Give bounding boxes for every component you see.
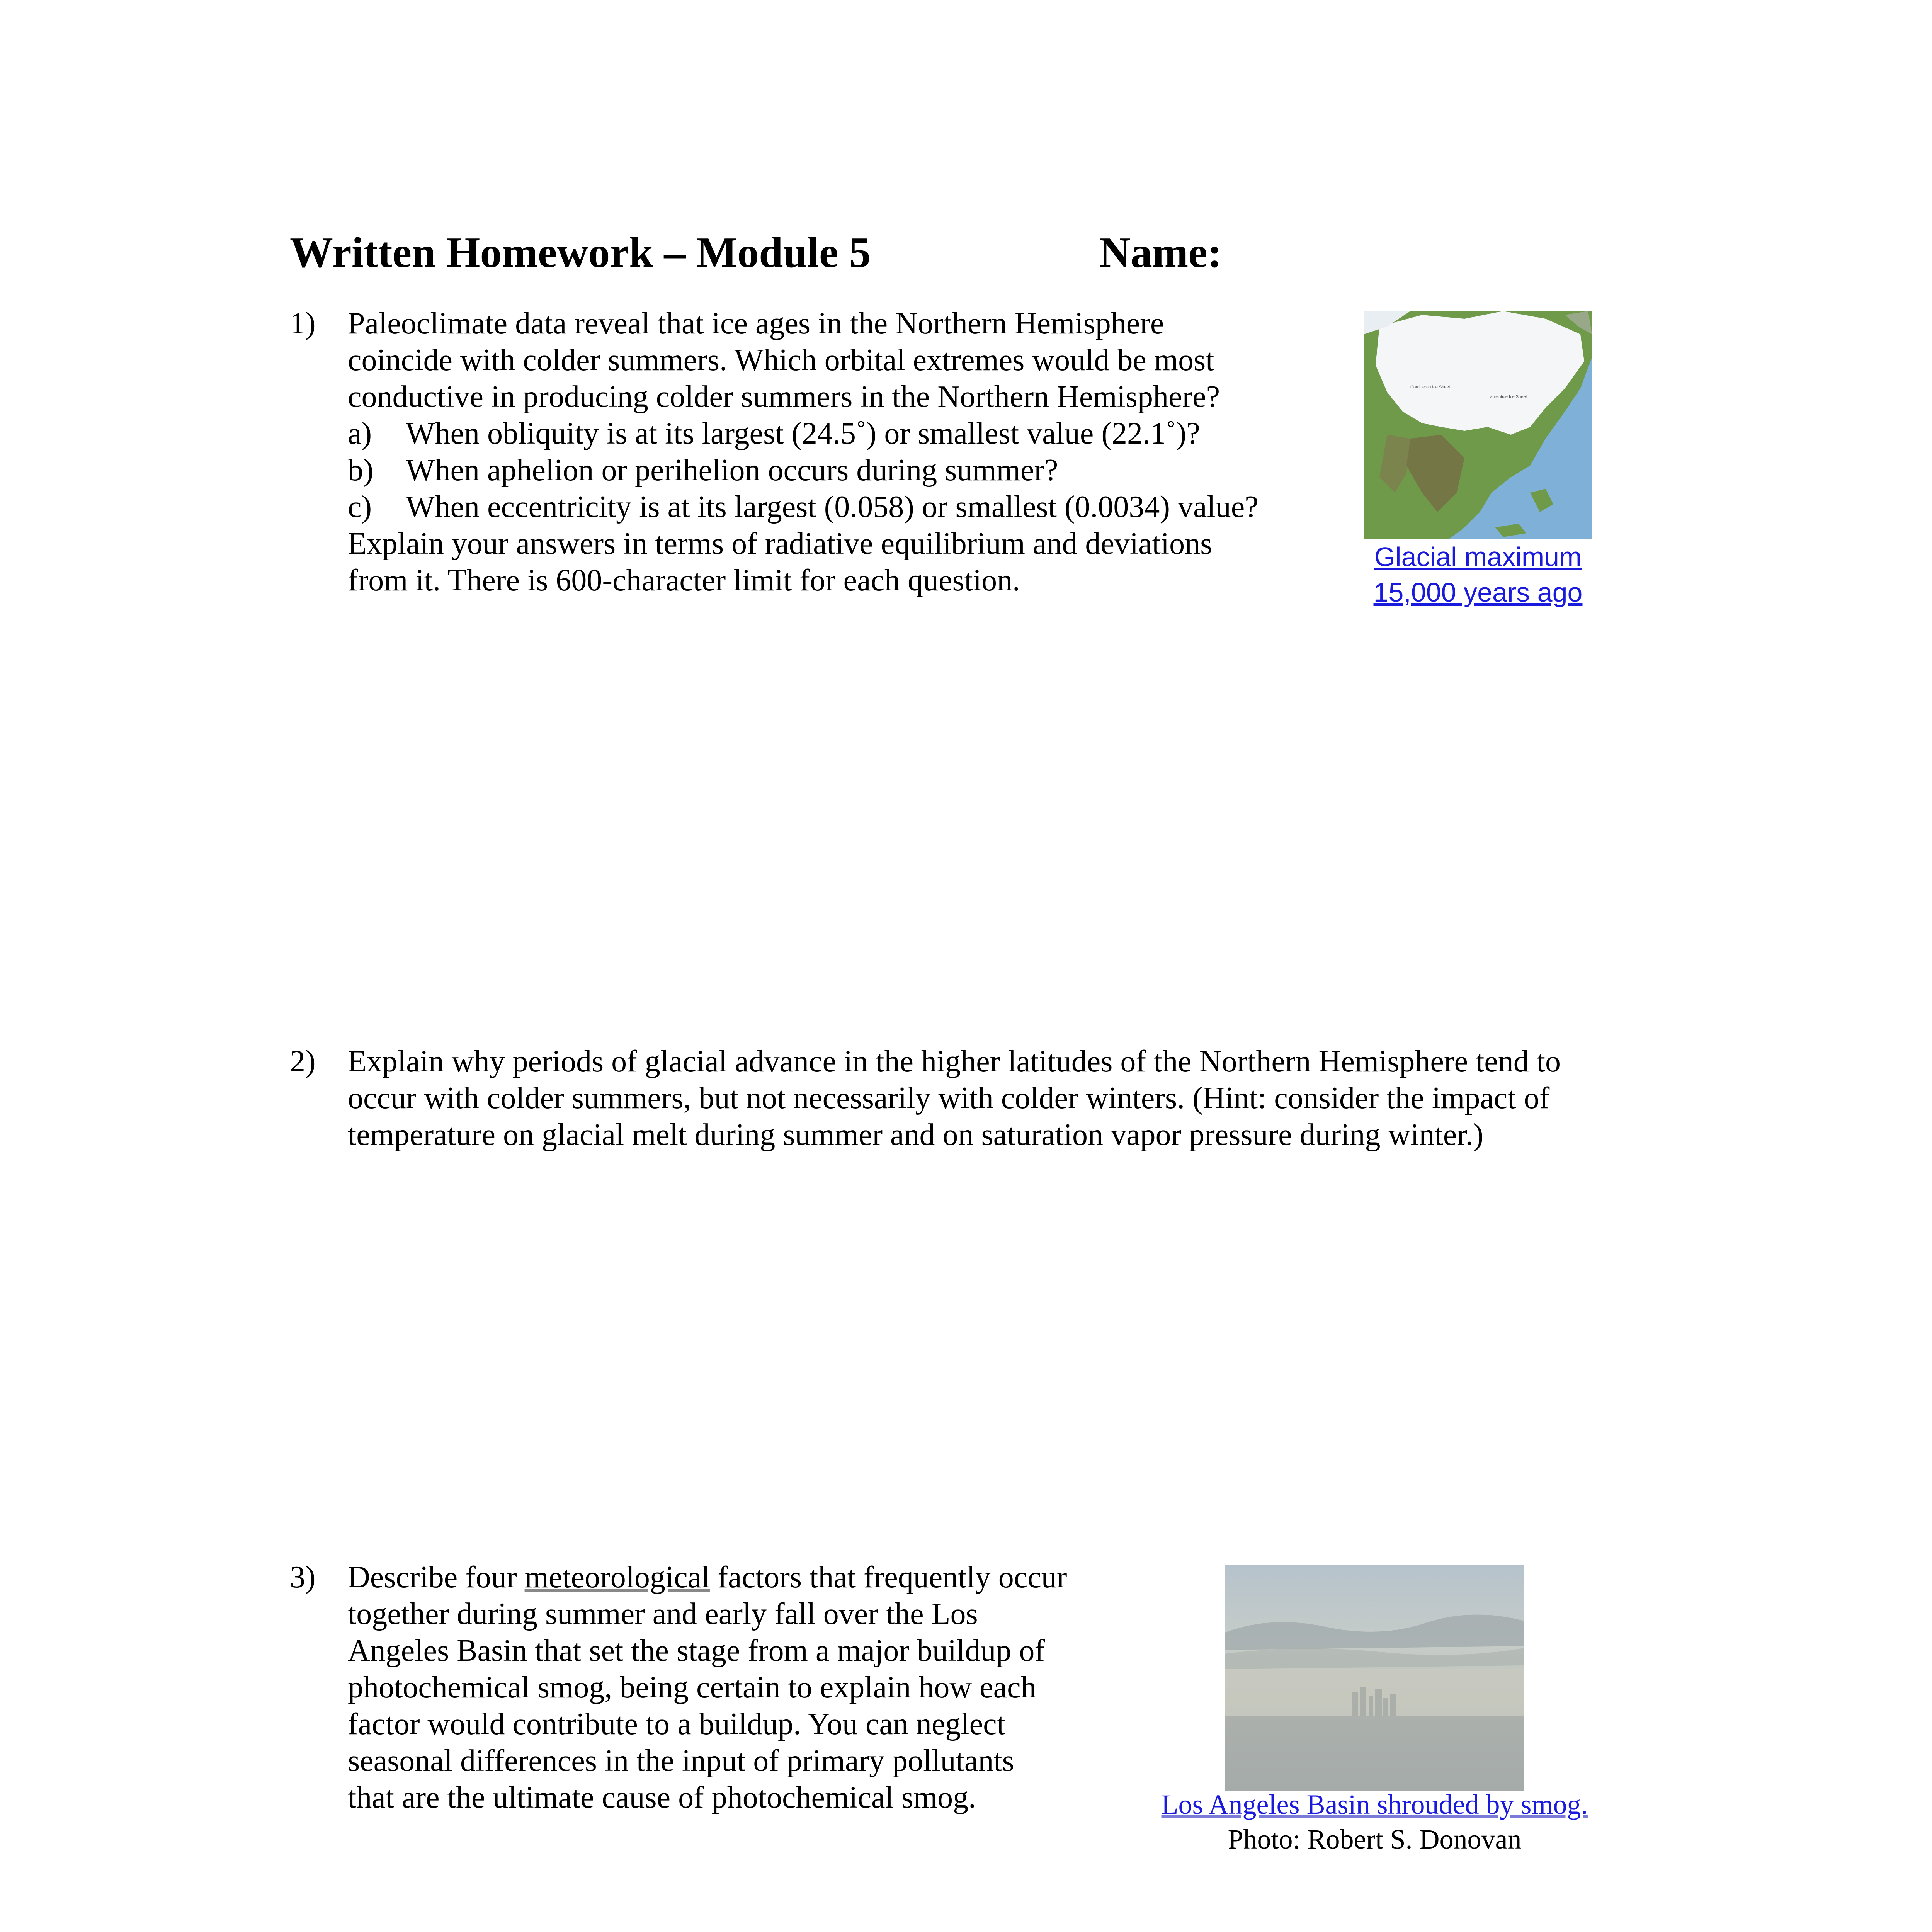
question-3-line <box>348 1559 1067 1596</box>
question-1-sub-c <box>348 489 1259 526</box>
question-1-line: conductive in producing colder summers in the Northern Hemisphere? <box>348 380 1220 414</box>
caption-line[interactable]: 15,000 years ago <box>1373 577 1583 607</box>
photo-icon <box>1225 1565 1524 1791</box>
sub-letter: c) <box>348 490 372 524</box>
los-angeles-smog-photo <box>1225 1565 1524 1791</box>
smog-photo-caption <box>1140 1787 1609 1857</box>
sub-letter: a) <box>348 417 372 451</box>
question-3-number: 3) <box>290 1560 316 1594</box>
question-2-text <box>348 1043 1561 1153</box>
question-2-line: occur with colder summers, but not necessarily with colder winters. (Hint: consider the impact of <box>348 1081 1550 1115</box>
sub-text: When aphelion or perihelion occurs during summer? <box>406 453 1058 487</box>
question-3-line: factor would contribute to a buildup. You can neglect <box>348 1707 1005 1741</box>
question-1-text <box>348 305 1259 599</box>
question-3-line: Angeles Basin that set the stage from a major buildup of <box>348 1634 1045 1668</box>
sub-letter: b) <box>348 453 374 487</box>
text-span: factors that frequently occur <box>710 1560 1067 1594</box>
photo-credit: Photo: Robert S. Donovan <box>1228 1824 1522 1855</box>
underlined-word: meteorological <box>524 1560 710 1594</box>
question-3-line: that are the ultimate cause of photochemical smog. <box>348 1781 976 1815</box>
question-3-line: together during summer and early fall over the Los <box>348 1597 978 1631</box>
question-3-text <box>348 1559 1067 1816</box>
caption-line[interactable]: Glacial maximum <box>1374 542 1582 572</box>
question-3-line: photochemical smog, being certain to explain how each <box>348 1670 1036 1704</box>
text-span: Describe four <box>348 1560 525 1594</box>
sub-text: When obliquity is at its largest (24.5˚) or smallest value (22.1˚)? <box>406 417 1200 451</box>
map-label-left: Cordilleran Ice Sheet <box>1410 385 1450 389</box>
question-2-number: 2) <box>290 1044 316 1078</box>
question-1-line: Explain your answers in terms of radiative equilibrium and deviations <box>348 527 1213 561</box>
question-1-line: Paleoclimate data reveal that ice ages in the Northern Hemisphere <box>348 306 1164 340</box>
question-1-sub-a <box>348 415 1259 452</box>
question-3-line: seasonal differences in the input of primary pollutants <box>348 1744 1014 1778</box>
caption-link-la[interactable]: Los Angeles <box>1161 1789 1300 1820</box>
page-title: Written Homework – Module 5 <box>290 229 871 277</box>
caption-link-basin[interactable]: Basin shrouded by smog. <box>1299 1789 1588 1820</box>
glacial-map-caption[interactable] <box>1325 539 1631 610</box>
glacial-maximum-map <box>1364 311 1592 539</box>
question-1-line: coincide with colder summers. Which orbital extremes would be most <box>348 343 1214 377</box>
map-icon <box>1364 311 1592 539</box>
question-1-line: from it. There is 600-character limit for each question. <box>348 563 1020 597</box>
smog-caption-link[interactable] <box>1140 1787 1609 1822</box>
question-1-sub-b <box>348 452 1259 489</box>
sub-text: When eccentricity is at its largest (0.058) or smallest (0.0034) value? <box>406 490 1259 524</box>
question-2-line: temperature on glacial melt during summer and on saturation vapor pressure during winter.) <box>348 1118 1484 1152</box>
name-label: Name: <box>1099 229 1222 277</box>
map-label-right: Laurentide Ice Sheet <box>1488 395 1527 399</box>
question-1-number: 1) <box>290 306 316 340</box>
question-2-line: Explain why periods of glacial advance in the higher latitudes of the Northern Hemisphere tend to <box>348 1044 1561 1078</box>
